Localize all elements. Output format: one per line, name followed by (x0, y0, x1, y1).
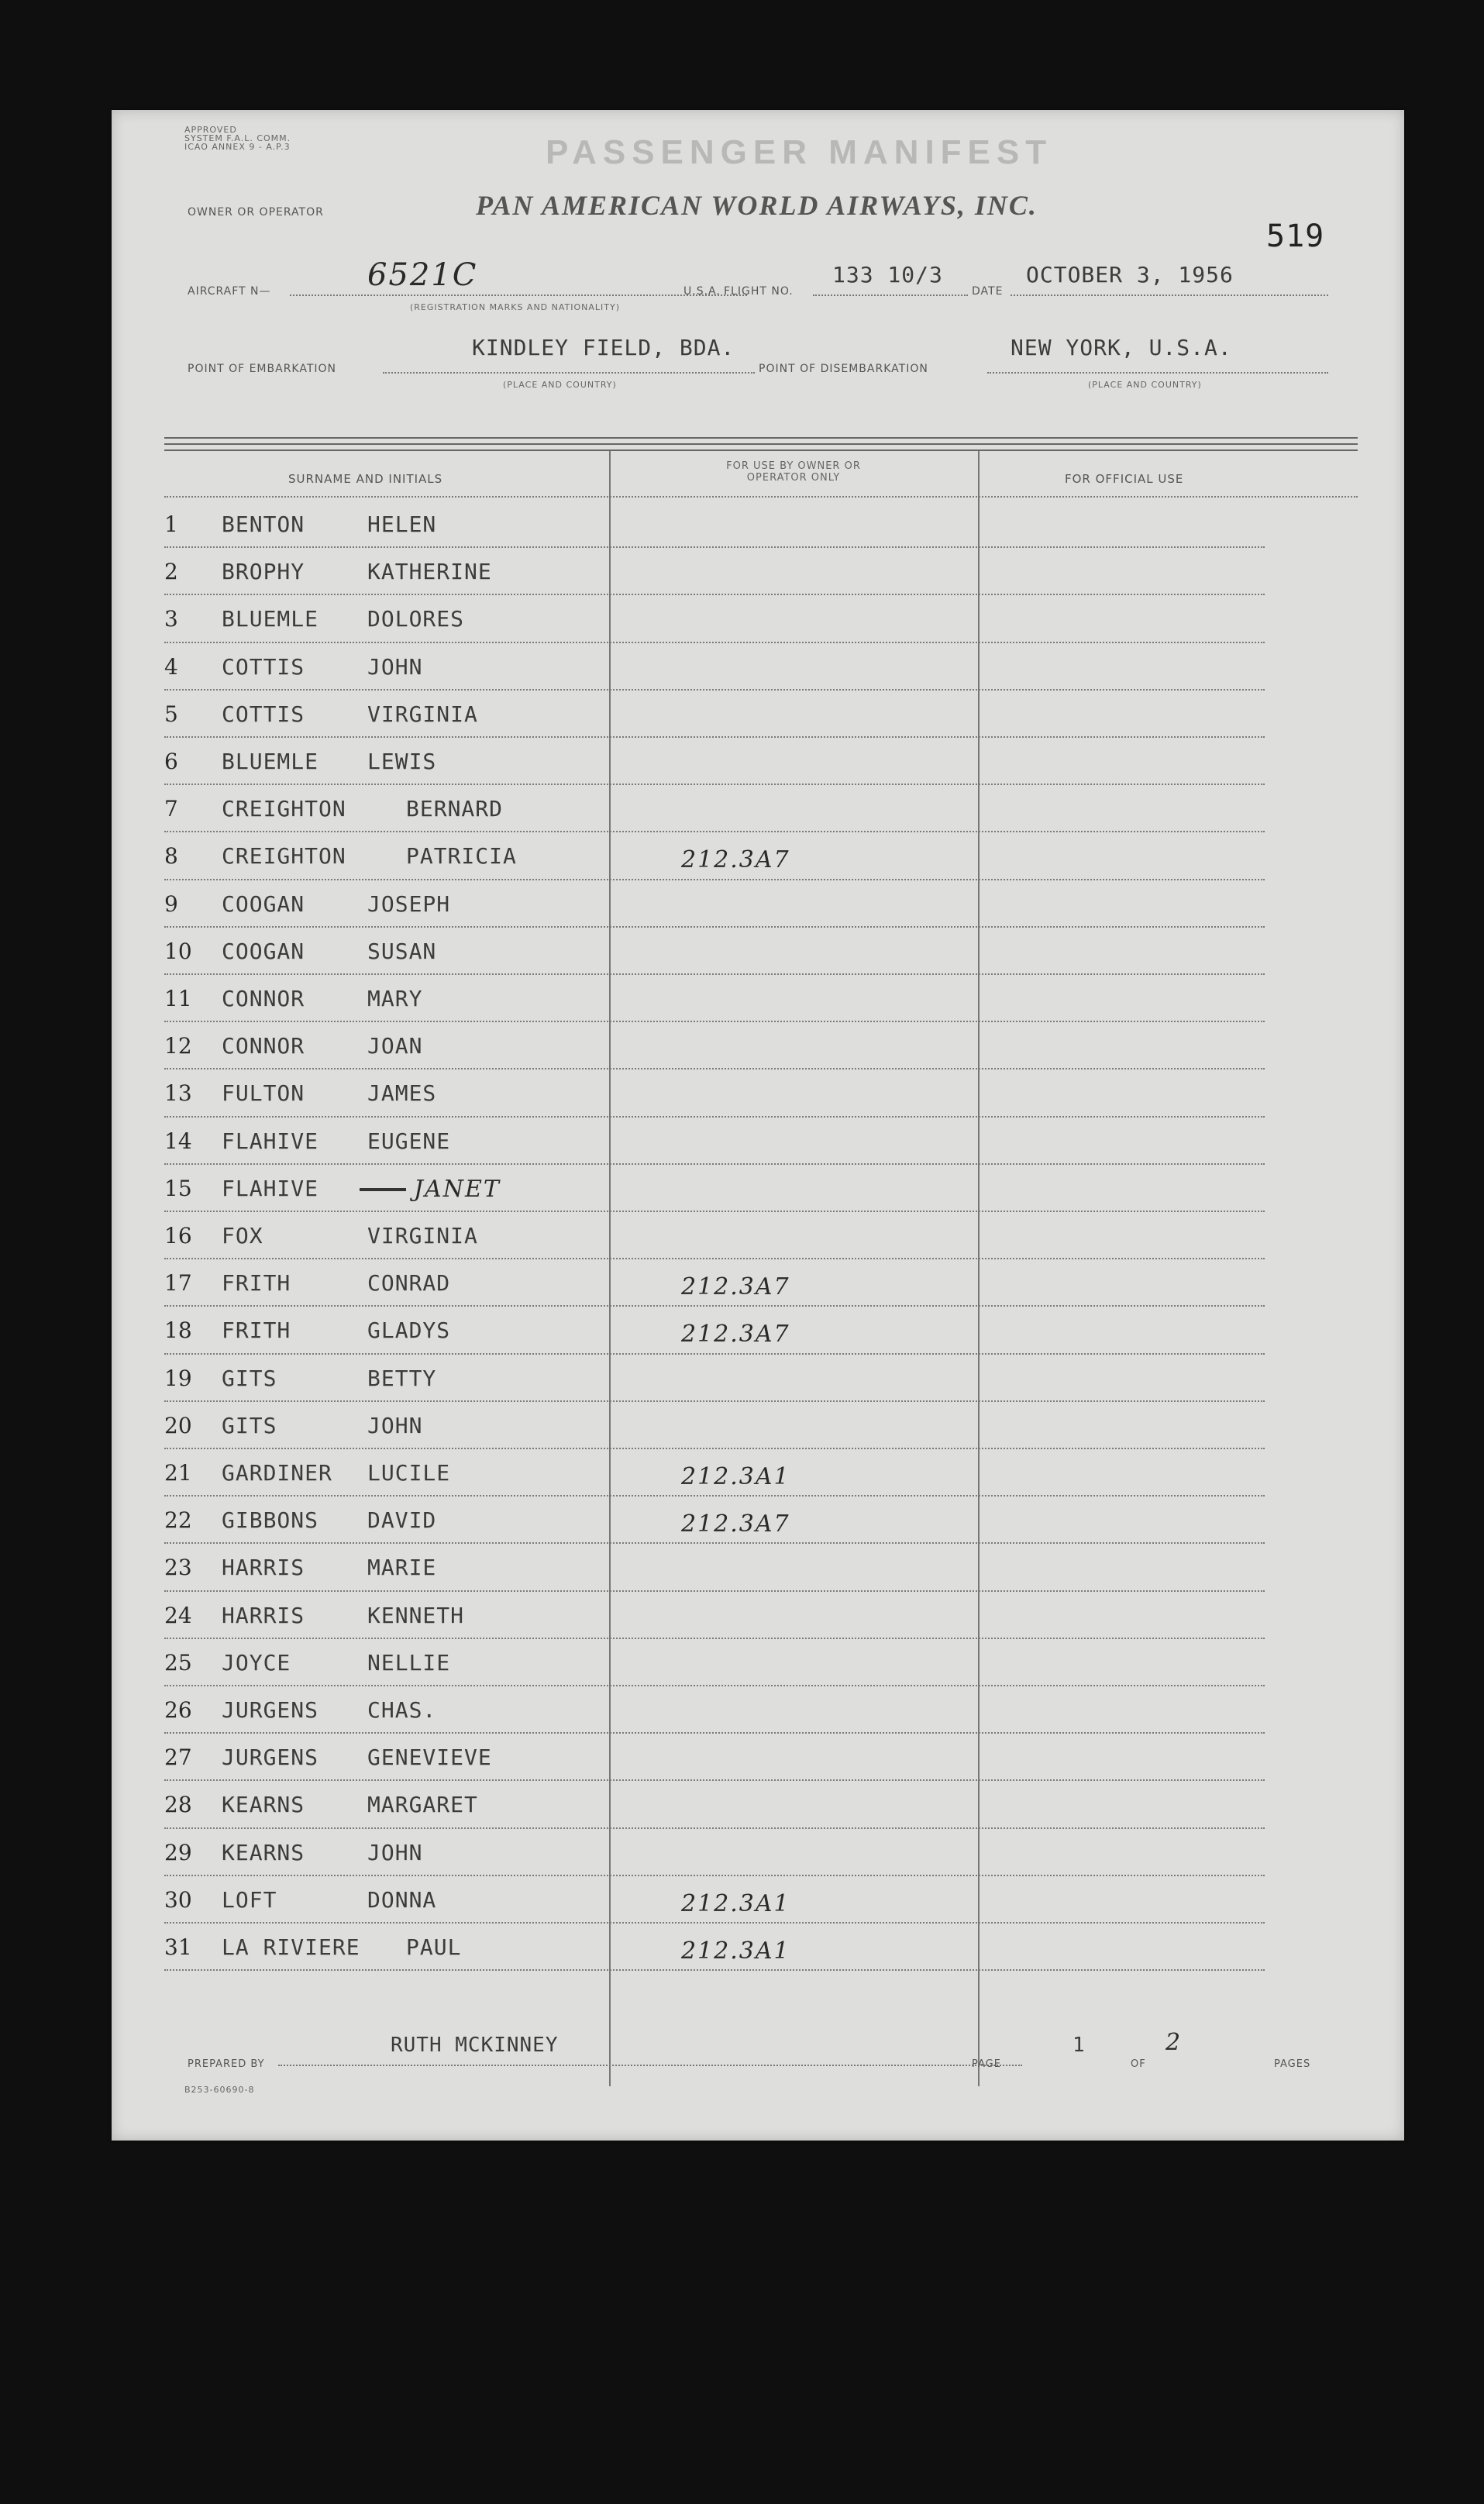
row-divider (164, 689, 1265, 691)
row-divider (164, 926, 1265, 928)
passenger-given-name: DOLORES (367, 606, 465, 632)
pages-label: PAGES (1274, 2058, 1311, 2070)
row-number: 14 (164, 1128, 192, 1154)
row-divider (164, 642, 1265, 643)
row-divider (164, 546, 1265, 548)
row-number: 10 (164, 938, 192, 964)
flight-value: 133 10/3 (832, 262, 943, 288)
row-divider (164, 1875, 1265, 1876)
passenger-surname: GARDINER (222, 1460, 332, 1486)
row-number: 21 (164, 1460, 192, 1486)
embarkation-value: KINDLEY FIELD, BDA. (472, 335, 735, 360)
of-value: 2 (1166, 2029, 1183, 2056)
manifest-sheet (112, 110, 1404, 2141)
row-number: 7 (164, 796, 178, 822)
passenger-surname: BLUEMLE (222, 749, 319, 774)
disembarkation-caption: (PLACE AND COUNTRY) (1088, 380, 1202, 390)
owner-label: OWNER OR OPERATOR (188, 206, 324, 219)
date-label: DATE (972, 285, 1004, 298)
passenger-surname: JURGENS (222, 1697, 319, 1723)
passenger-given-name: GENEVIEVE (367, 1745, 492, 1771)
passenger-surname: FOX (222, 1223, 263, 1249)
row-divider (164, 1827, 1265, 1829)
row-number: 26 (164, 1697, 192, 1723)
row-divider (164, 1542, 1265, 1544)
row-divider (164, 1258, 1265, 1259)
disembarkation-label: POINT OF DISEMBARKATION (759, 363, 928, 375)
of-label: OF (1131, 2058, 1146, 2070)
prepared-label: PREPARED BY (188, 2058, 265, 2070)
passenger-surname: BLUEMLE (222, 606, 319, 632)
row-divider (164, 1969, 1265, 1971)
row-divider (164, 736, 1265, 738)
row-divider (164, 1638, 1265, 1639)
passenger-surname: FLAHIVE (222, 1175, 319, 1201)
passenger-given-name: HELEN (367, 511, 437, 537)
passenger-surname: LA RIVIERE (222, 1934, 360, 1960)
row-number: 17 (164, 1270, 192, 1297)
operator-code: 212.3A7 (681, 1321, 790, 1348)
row-number: 8 (164, 843, 178, 870)
passenger-surname: COOGAN (222, 938, 305, 964)
passenger-given-name: JOHN (367, 653, 423, 680)
row-divider (164, 1685, 1265, 1686)
row-divider (164, 879, 1265, 880)
approval-block (184, 126, 291, 151)
row-number: 24 (164, 1602, 192, 1628)
passenger-surname: LOFT (222, 1886, 277, 1913)
owner-value: PAN AMERICAN WORLD AIRWAYS, INC. (476, 190, 1038, 221)
passenger-given-name: GLADYS (367, 1317, 451, 1344)
operator-code: 212.3A1 (681, 1463, 790, 1490)
passenger-surname: COOGAN (222, 890, 305, 917)
passenger-surname: KEARNS (222, 1839, 305, 1865)
row-divider (164, 1448, 1265, 1449)
approval-line: APPROVED (184, 125, 237, 135)
row-number: 6 (164, 749, 178, 774)
row-number: 16 (164, 1223, 192, 1249)
row-number: 30 (164, 1886, 192, 1913)
row-divider (164, 1353, 1265, 1355)
column-header-surname: SURNAME AND INITIALS (288, 472, 443, 486)
aircraft-value: 6521C (367, 257, 478, 293)
row-divider (164, 1305, 1265, 1307)
passenger-surname: CONNOR (222, 1033, 305, 1059)
operator-code: 212.3A1 (681, 1889, 790, 1917)
row-number: 28 (164, 1792, 192, 1818)
approval-line: ICAO ANNEX 9 - A.P.3 (184, 142, 291, 152)
passenger-surname: FULTON (222, 1080, 305, 1107)
page-number: 519 (1266, 219, 1325, 254)
passenger-given-name: JOHN (367, 1412, 423, 1438)
passenger-given-name: VIRGINIA (367, 701, 478, 727)
row-number: 19 (164, 1365, 192, 1391)
row-number: 18 (164, 1317, 192, 1344)
passenger-surname: GIBBONS (222, 1507, 319, 1534)
passenger-given-name: MARGARET (367, 1792, 478, 1818)
row-divider (164, 1400, 1265, 1402)
passenger-given-name: JAMES (367, 1080, 437, 1107)
embarkation-label: POINT OF EMBARKATION (188, 363, 337, 375)
strikethrough-mark (360, 1188, 406, 1191)
row-divider (164, 1922, 1265, 1924)
row-divider (164, 831, 1265, 832)
passenger-given-name: NELLIE (367, 1649, 451, 1676)
row-number: 31 (164, 1934, 192, 1960)
passenger-surname: FRITH (222, 1270, 291, 1297)
row-divider (164, 1068, 1265, 1069)
usa-label: U.S.A. (683, 285, 721, 298)
passenger-surname: CONNOR (222, 986, 305, 1011)
passenger-surname: HARRIS (222, 1555, 305, 1581)
passenger-surname: KEARNS (222, 1792, 305, 1818)
row-divider (164, 1732, 1265, 1734)
passenger-surname: COTTIS (222, 653, 305, 680)
row-number: 9 (164, 890, 178, 917)
flight-label: FLIGHT NO. (724, 285, 794, 298)
row-number: 20 (164, 1412, 192, 1438)
row-number: 29 (164, 1839, 192, 1865)
row-number: 22 (164, 1507, 192, 1534)
row-divider (164, 594, 1265, 595)
passenger-given-name: CHAS. (367, 1697, 437, 1723)
row-number: 2 (164, 559, 178, 585)
disembarkation-value: NEW YORK, U.S.A. (1011, 335, 1232, 360)
passenger-given-name: EUGENE (367, 1128, 451, 1154)
passenger-given-name: JOAN (367, 1033, 423, 1059)
approval-line: SYSTEM F.A.L. COMM. (184, 133, 291, 143)
form-code: B253-60690-8 (184, 2085, 255, 2095)
row-number: 4 (164, 653, 178, 680)
passenger-given-name: JOHN (367, 1839, 423, 1865)
passenger-surname: GITS (222, 1365, 277, 1391)
passenger-given-name: KENNETH (367, 1602, 465, 1628)
operator-code: 212.3A7 (681, 846, 790, 874)
row-divider (164, 1590, 1265, 1592)
passenger-surname: FRITH (222, 1317, 291, 1344)
passenger-given-name: PAUL (406, 1934, 462, 1960)
passenger-given-name: LEWIS (367, 749, 437, 774)
row-divider (164, 1495, 1265, 1497)
row-number: 11 (164, 986, 192, 1011)
passenger-given-name: MARY (367, 986, 423, 1011)
column-header-owner: FOR USE BY OWNER OR OPERATOR ONLY (726, 460, 861, 484)
passenger-given-name: DONNA (367, 1886, 437, 1913)
passenger-surname: HARRIS (222, 1602, 305, 1628)
passenger-given-name: JOSEPH (367, 890, 451, 917)
row-divider (164, 1116, 1265, 1118)
row-divider (164, 1779, 1265, 1781)
aircraft-label: AIRCRAFT N— (188, 285, 271, 298)
passenger-surname: CREIGHTON (222, 843, 346, 870)
column-header-official: FOR OFFICIAL USE (1065, 472, 1184, 486)
row-number: 12 (164, 1033, 192, 1059)
row-divider (164, 1021, 1265, 1022)
passenger-given-name: LUCILE (367, 1460, 451, 1486)
page-label: PAGE (972, 2058, 1001, 2070)
row-number: 1 (164, 511, 178, 537)
passenger-given-name: SUSAN (367, 938, 437, 964)
passenger-given-name: CONRAD (367, 1270, 451, 1297)
passenger-surname: BROPHY (222, 559, 305, 585)
passenger-given-name: MARIE (367, 1555, 437, 1581)
embarkation-caption: (PLACE AND COUNTRY) (503, 380, 617, 390)
passenger-given-name: BETTY (367, 1365, 437, 1391)
row-number: 27 (164, 1745, 192, 1771)
operator-code: 212.3A7 (681, 1273, 790, 1301)
row-number: 13 (164, 1080, 192, 1107)
passenger-surname: FLAHIVE (222, 1128, 319, 1154)
row-divider (164, 784, 1265, 785)
form-title: PASSENGER MANIFEST (546, 133, 1053, 171)
passenger-given-name: JANET (414, 1175, 501, 1203)
passenger-given-name: KATHERINE (367, 559, 492, 585)
operator-code: 212.3A1 (681, 1937, 790, 1965)
page-value: 1 (1073, 2034, 1086, 2057)
row-number: 25 (164, 1649, 192, 1676)
passenger-surname: JURGENS (222, 1745, 319, 1771)
row-divider (164, 973, 1265, 975)
registration-caption: (REGISTRATION MARKS AND NATIONALITY) (410, 302, 621, 312)
prepared-value: RUTH MCKINNEY (391, 2034, 559, 2057)
passenger-given-name: DAVID (367, 1507, 437, 1534)
passenger-given-name: VIRGINIA (367, 1223, 478, 1249)
passenger-surname: JOYCE (222, 1649, 291, 1676)
passenger-given-name: BERNARD (406, 796, 504, 822)
passenger-given-name: PATRICIA (406, 843, 517, 870)
row-number: 15 (164, 1175, 192, 1201)
row-number: 5 (164, 701, 178, 727)
row-divider (164, 1163, 1265, 1165)
row-number: 3 (164, 606, 178, 632)
row-divider (164, 1211, 1265, 1212)
operator-code: 212.3A7 (681, 1510, 790, 1538)
passenger-surname: GITS (222, 1412, 277, 1438)
row-number: 23 (164, 1555, 192, 1581)
date-value: OCTOBER 3, 1956 (1026, 262, 1234, 288)
passenger-surname: CREIGHTON (222, 796, 346, 822)
passenger-surname: BENTON (222, 511, 305, 537)
passenger-surname: COTTIS (222, 701, 305, 727)
